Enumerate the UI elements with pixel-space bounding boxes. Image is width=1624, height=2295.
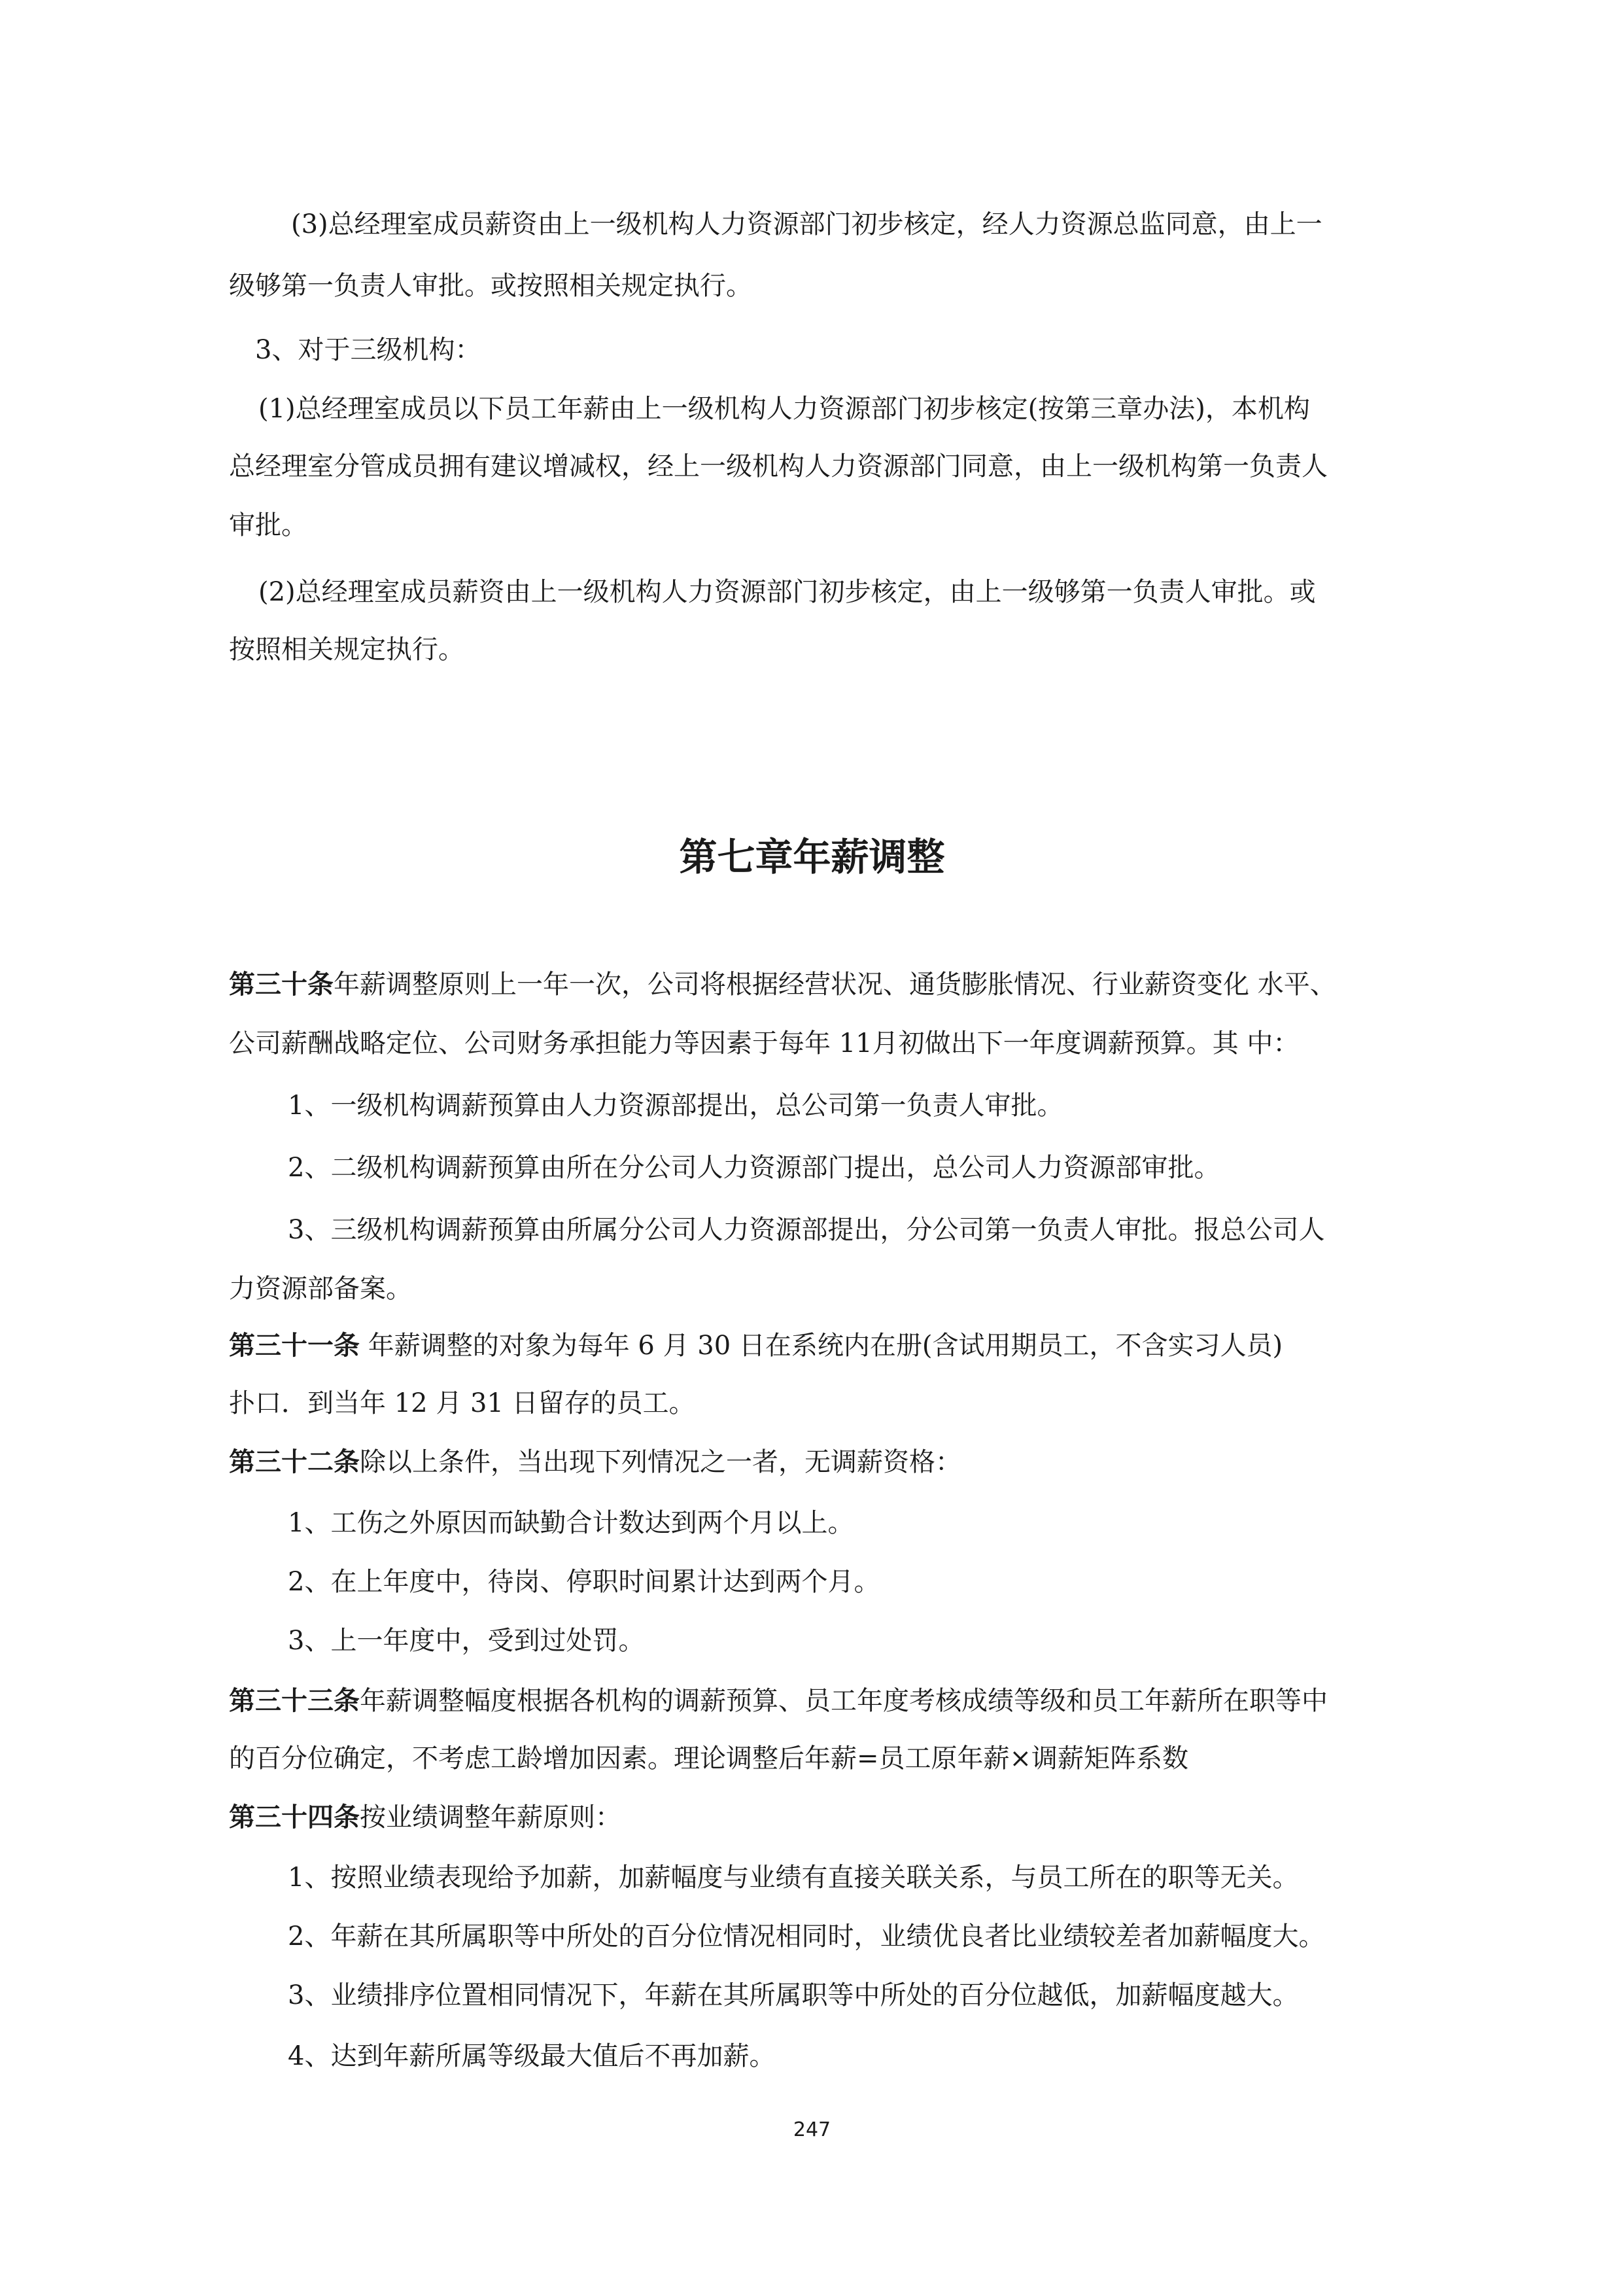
article-text: 按业绩调整年薪原则： xyxy=(360,1802,621,1832)
text-line: 审批。 xyxy=(229,510,307,540)
list-item: 4、达到年薪所属等级最大值后不再加薪。 xyxy=(288,2041,776,2071)
article-32-line xyxy=(229,1446,961,1479)
text-line: 扑口．到当年 12 月 31 日留存的员工。 xyxy=(229,1388,695,1418)
article-label: 第三十三条 xyxy=(229,1685,360,1716)
article-label: 第三十一条 xyxy=(229,1330,360,1361)
text-line: (3)总经理室成员薪资由上一级机构人力资源部门初步核定，经人力资源总监同意，由上一 xyxy=(291,209,1322,239)
list-item: 3、业绩排序位置相同情况下，年薪在其所属职等中所处的百分位越低，加薪幅度越大。 xyxy=(288,1980,1299,2010)
page-number: 247 xyxy=(793,2118,831,2141)
list-item: 2、二级机构调薪预算由所在分公司人力资源部门提出，总公司人力资源部审批。 xyxy=(288,1153,1220,1183)
text-line: 的百分位确定，不考虑工龄增加因素。理论调整后年薪=员工原年薪×调薪矩阵系数 xyxy=(229,1743,1189,1774)
article-text: 除以上条件，当出现下列情况之一者，无调薪资格： xyxy=(360,1447,961,1477)
article-text: 年薪调整原则上一年一次，公司将根据经营状况、通货膨胀情况、行业薪资变化 水平、 xyxy=(334,970,1336,1000)
article-text: 年薪调整幅度根据各机构的调薪预算、员工年度考核成绩等级和员工年薪所在职等中 xyxy=(360,1686,1328,1716)
text-line: 级够第一负责人审批。或按照相关规定执行。 xyxy=(229,271,752,301)
text-line: (1)总经理室成员以下员工年薪由上一级机构人力资源部门初步核定(按第三章办法)，本机构 xyxy=(258,394,1310,424)
chapter-title: 第七章年薪调整 xyxy=(679,835,945,879)
article-text: 年薪调整的对象为每年 6 月 30 日在系统内在册(含试用期员工，不含实习人员) xyxy=(360,1331,1283,1361)
list-item: 2、在上年度中，待岗、停职时间累计达到两个月。 xyxy=(288,1567,880,1597)
article-34-line xyxy=(229,1801,621,1834)
text-line: 按照相关规定执行。 xyxy=(229,635,464,665)
article-30-line xyxy=(229,968,1336,1001)
list-item: 3、上一年度中，受到过处罚。 xyxy=(288,1626,645,1656)
list-item: 1、一级机构调薪预算由人力资源部提出，总公司第一负责人审批。 xyxy=(288,1091,1063,1121)
list-item: 1、工伤之外原因而缺勤合计数达到两个月以上。 xyxy=(288,1508,854,1538)
article-31-line xyxy=(229,1329,1283,1362)
article-label: 第三十条 xyxy=(229,969,334,1000)
list-item: 2、年薪在其所属职等中所处的百分位情况相同时，业绩优良者比业绩较差者加薪幅度大。 xyxy=(288,1921,1325,1952)
article-label: 第三十二条 xyxy=(229,1446,360,1477)
text-line: 力资源部备案。 xyxy=(229,1274,412,1304)
article-label: 第三十四条 xyxy=(229,1802,360,1832)
list-item: 3、三级机构调薪预算由所属分公司人力资源部提出，分公司第一负责人审批。报总公司人 xyxy=(288,1215,1325,1245)
text-line: 总经理室分管成员拥有建议增减权，经上一级机构人力资源部门同意，由上一级机构第一负责人 xyxy=(229,451,1328,482)
article-33-line xyxy=(229,1685,1328,1717)
list-item: 1、按照业绩表现给予加薪，加薪幅度与业绩有直接关联关系，与员工所在的职等无关。 xyxy=(288,1863,1299,1893)
text-line: 公司薪酬战略定位、公司财务承担能力等因素于每年 11月初做出下一年度调薪预算。其 中： xyxy=(229,1028,1300,1059)
section-heading: 3、对于三级机构： xyxy=(255,335,481,365)
text-line: (2)总经理室成员薪资由上一级机构人力资源部门初步核定，由上一级够第一负责人审批。或 xyxy=(258,577,1316,607)
